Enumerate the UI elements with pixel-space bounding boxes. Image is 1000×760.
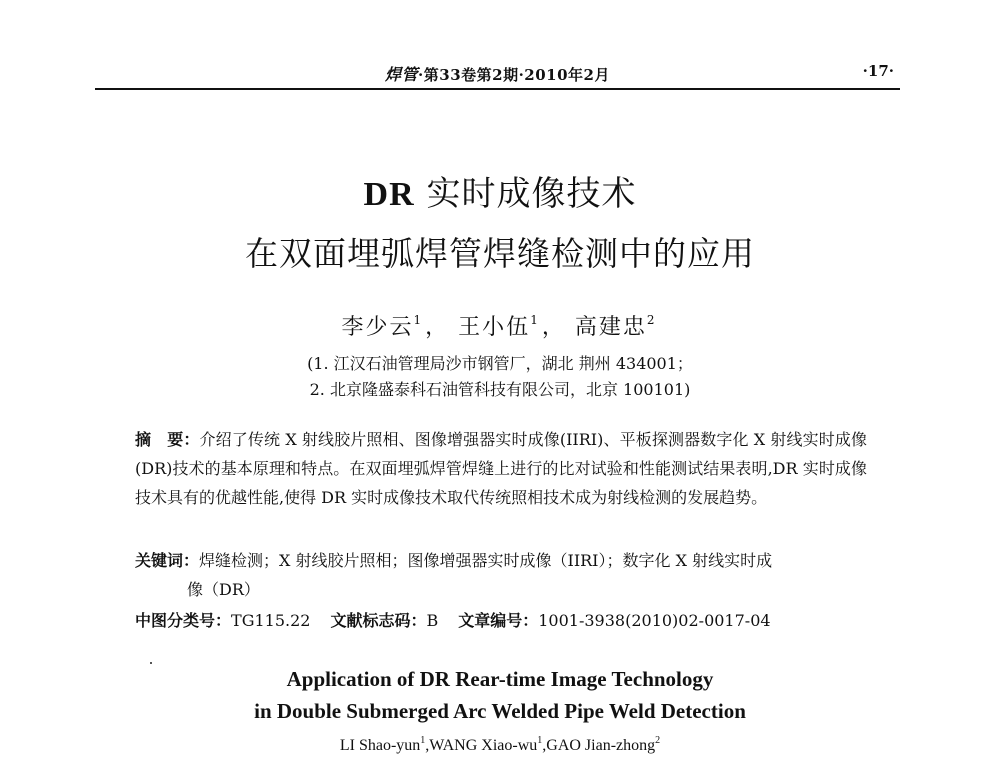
author-affil-mark: 1 — [530, 313, 540, 327]
english-author-affil-mark: 2 — [655, 735, 661, 746]
english-author-name: WANG Xiao-wu — [429, 737, 538, 754]
article-no-value: 1001-3938(2010)02-0017-04 — [538, 611, 771, 630]
issue-info: ·第33卷第2期·2010年2月 — [418, 66, 610, 84]
abstract — [135, 425, 867, 512]
author-affil-mark: 2 — [646, 313, 657, 327]
title-rest: 实时成像技术 — [414, 174, 637, 214]
doc-code-label: 文献标志码： — [330, 611, 427, 630]
english-author-name: LI Shao-yun — [339, 737, 421, 754]
author-separator: ， — [541, 315, 566, 340]
affiliation-1: (1. 江汉石油管理局沙市钢管厂，湖北 荆州 434001； — [307, 354, 693, 373]
keywords-line-2: 像（DR） — [187, 580, 260, 599]
abstract-text: 介绍了传统 X 射线胶片照相、图像增强器实时成像(IIRI)、平板探测器数字化 X 射线实时成像(DR)技术的基本原理和特点。在双面埋弧焊管焊缝上进行的比对试验和性能测试结果表明,DR 实时成像技术具有的优越性能,使得 DR 实时成像技术取代传统照相技术成为射线检测的发展趋势。 — [135, 430, 867, 507]
running-header — [95, 62, 900, 86]
clc-value: TG115.22 — [231, 611, 311, 630]
doc-code-value: B — [426, 611, 439, 630]
author-name: 高建忠 — [574, 315, 647, 340]
english-author-name: GAO Jian-zhong — [546, 737, 656, 754]
author-name: 李少云 — [341, 315, 414, 340]
english-title-line-1: Application of DR Rear-time Image Technology — [286, 667, 714, 691]
affiliation-2: 2. 北京隆盛泰科石油管科技有限公司，北京 100101) — [309, 380, 691, 399]
english-author-separator: , — [542, 737, 547, 754]
title-line-1 — [0, 166, 1000, 215]
classification-line — [135, 606, 867, 635]
author-list — [0, 310, 1000, 341]
clc-label: 中图分类号： — [135, 611, 232, 630]
title-latin: DR — [363, 176, 415, 213]
keywords-label: 关键词： — [135, 551, 200, 570]
author-name: 王小伍 — [458, 315, 531, 340]
keywords-text-1: 焊缝检测；X 射线胶片照相；图像增强器实时成像（IIRI）；数字化 X 射线实时成 — [199, 551, 773, 570]
abstract-label: 摘 要： — [135, 430, 200, 449]
english-title-line-2: in Double Submerged Arc Welded Pipe Weld Detection — [254, 699, 746, 723]
english-author-list — [0, 735, 1000, 755]
english-author-affil-mark: 1 — [537, 735, 543, 746]
title-line-2: 在双面埋弧焊管焊缝检测中的应用 — [245, 234, 755, 273]
page-number: ·17· — [862, 62, 894, 80]
scan-dot — [150, 662, 152, 664]
journal-name: 焊管 — [385, 65, 419, 84]
journal-issue-line — [95, 62, 900, 85]
english-author-affil-mark: 1 — [420, 735, 426, 746]
author-affil-mark: 1 — [413, 313, 424, 327]
article-no-label: 文章编号： — [458, 611, 539, 630]
author-separator: ， — [425, 315, 450, 340]
keywords-line-1 — [135, 546, 867, 575]
header-rule — [95, 88, 900, 90]
keywords — [135, 546, 867, 604]
english-author-separator: , — [425, 737, 430, 754]
